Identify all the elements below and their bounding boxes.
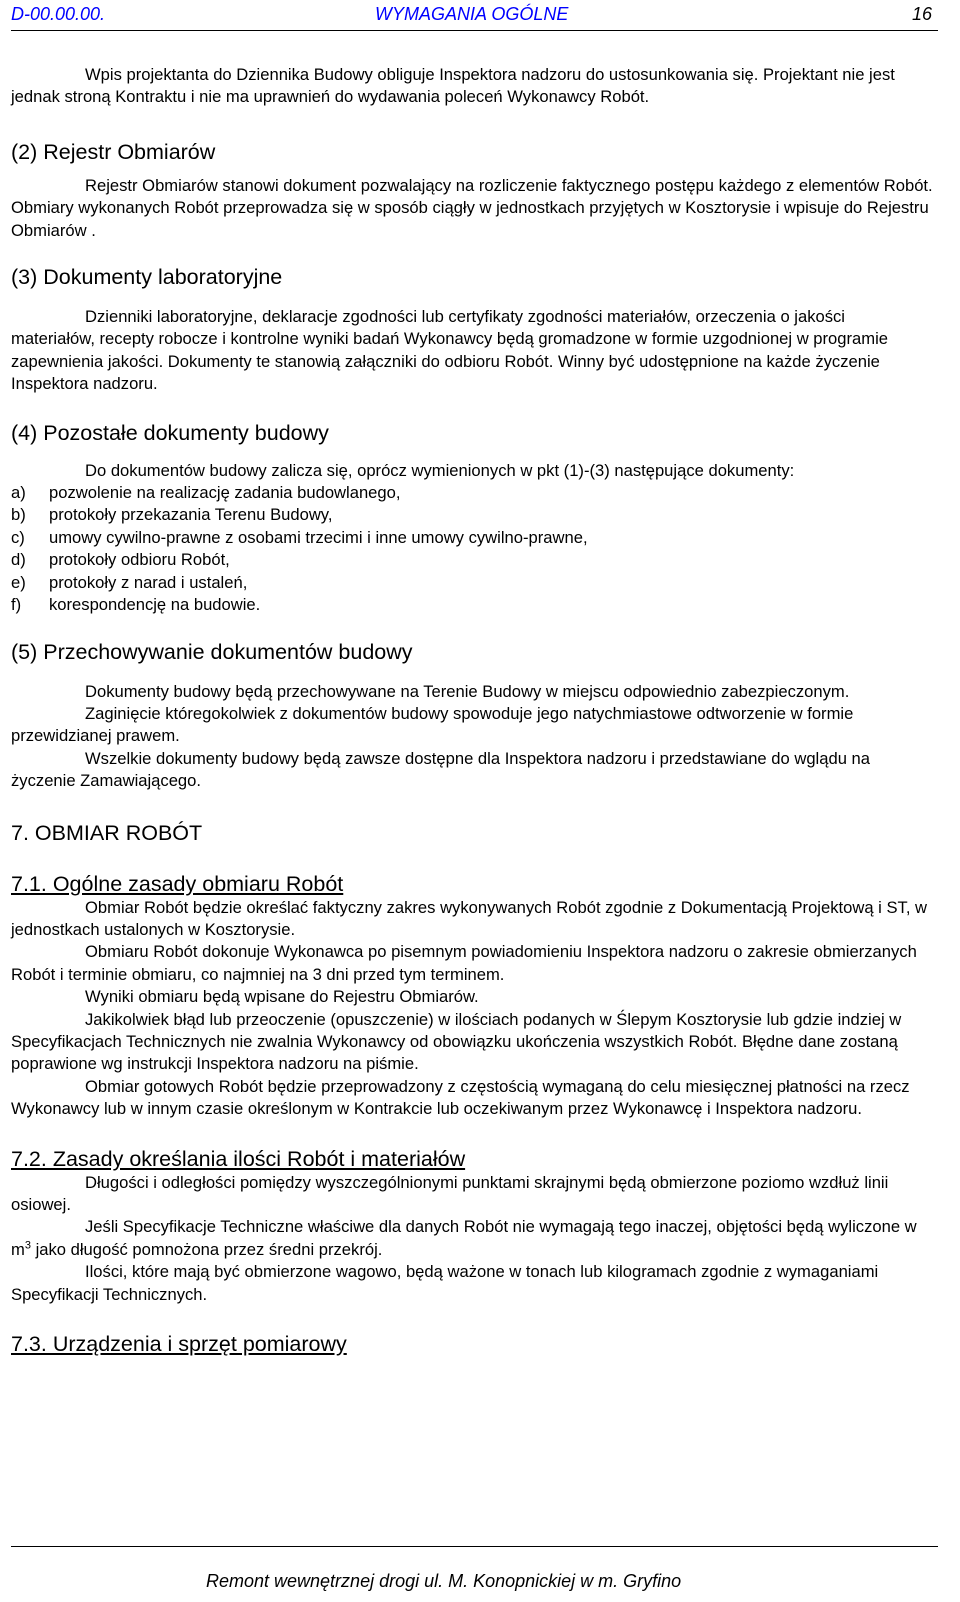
heading-zasady-okreslania: 7.2. Zasady określania ilości Robót i materiałów (11, 1146, 466, 1171)
heading-dokumenty-laboratoryjne: (3) Dokumenty laboratoryjne (11, 265, 283, 290)
paragraph: Jeśli Specyfikacje Techniczne właściwe dla danych Robót nie wymagają tego inaczej, objętości będą wyliczone w $m^3$ jako długość pomnożona przez średni przekrój. (11, 1217, 917, 1259)
page-number: 16 (911, 4, 932, 24)
heading-rejestr-obmiarow: (2) Rejestr Obmiarów (11, 139, 216, 164)
doc-code: D-00.00.00. (11, 4, 106, 24)
paragraph: Obmiar Robót będzie określać faktyczny zakres wykonywanych Robót zgodnie z Dokumentacją Projektową i ST, w jednostkach ustalonych w Kosztorysie. (11, 897, 928, 939)
list-item: b) protokoły przekazania Terenu Budowy, (11, 505, 333, 525)
section-title: WYMAGANIA OGÓLNE (375, 4, 569, 24)
footer-text: Remont wewnętrznej drogi ul. M. Konopnickiej w m. Gryfino (206, 1571, 682, 1591)
heading-przechowywanie: (5) Przechowywanie dokumentów budowy (11, 639, 413, 664)
paragraph: Zaginięcie któregokolwiek z dokumentów budowy spowoduje jego natychmiastowe odtworzenie w formie przewidzianej prawem. (11, 703, 854, 746)
heading-ogolne-zasady: 7.1. Ogólne zasady obmiaru Robót (11, 871, 344, 896)
paragraph: Wszelkie dokumenty budowy będą zawsze dostępne dla Inspektora nadzoru i przedstawiane do wglądu na życzenie Zamawiającego. (11, 748, 870, 791)
page-footer (11, 1546, 938, 1602)
list-item: f) korespondencję na budowie. (11, 595, 261, 615)
paragraph: Rejestr Obmiarów stanowi dokument pozwalający na rozliczenie faktycznego postępu każdego z elementów Robót. Obmiary wykonanych Robót przeprowadza się w sposób ciągły w jednostkach przyjętych w Kosztorysie i wpisuje do Rejestru Obmiarów . (11, 175, 933, 240)
heading-pozostale-dokumenty: (4) Pozostałe dokumenty budowy (11, 420, 329, 445)
heading-urzadzenia: 7.3. Urządzenia i sprzęt pomiarowy (11, 1332, 347, 1357)
paragraph: Ilości, które mają być obmierzone wagowo, będą ważone w tonach lub kilogramach zgodnie z wymaganiami Specyfikacji Technicznych. (11, 1262, 879, 1304)
paragraph: Długości i odległości pomiędzy wyszczególnionymi punktami skrajnymi będą obmierzone poziomo wzdłuż linii osiowej. (11, 1172, 889, 1214)
paragraph: Obmiaru Robót dokonuje Wykonawca po pisemnym powiadomieniu Inspektora nadzoru o zakresie obmierzanych Robót i terminie obmiaru, co najmniej na 3 dni przed tym terminem. (11, 942, 917, 984)
heading-obmiar-robot: 7. OBMIAR ROBÓT (11, 820, 203, 845)
documents-list (11, 482, 933, 616)
list-item: d) protokoły odbioru Robót, (11, 550, 230, 570)
paragraph: Wyniki obmiaru będą wpisane do Rejestru Obmiarów. (85, 987, 479, 1007)
paragraph: Dokumenty budowy będą przechowywane na Terenie Budowy w miejscu odpowiednio zabezpieczonym. (85, 681, 850, 701)
document-body (11, 64, 933, 1357)
paragraph: Wpis projektanta do Dziennika Budowy obliguje Inspektora nadzoru do ustosunkowania się. Projektant nie jest jednak stroną Kontraktu i nie ma uprawnień do wydawania poleceń Wykonawcy Robót. (11, 65, 895, 107)
list-item: a) pozwolenie na realizację zadania budowlanego, (11, 483, 401, 503)
page-header (11, 0, 938, 31)
paragraph: Jakikolwiek błąd lub przeoczenie (opuszczenie) w ilościach podanych w Ślepym Kosztorysie lub gdzie indziej w Specyfikacjach Technicznych nie zwalnia Wykonawcy od obowiązku ukończenia wszystkich Robót. Błędne dane zostaną poprawione wg instrukcji Inspektora nadzoru na piśmie. (11, 1009, 902, 1074)
paragraph: Do dokumentów budowy zalicza się, oprócz wymienionych w pkt (1)-(3) następujące dokumenty: (85, 460, 795, 480)
paragraph: Dzienniki laboratoryjne, deklaracje zgodności lub certyfikaty zgodności materiałów, orzeczenia o jakości materiałów, recepty robocze i kontrolne wyniki badań Wykonawcy będą gromadzone w formie uzgodnionej w programie zapewnienia jakości. Dokumenty te stanowią załączniki do odbioru Robót. Winny być udostępnione na każde życzenie Inspektora nadzoru. (11, 307, 888, 394)
paragraph: Obmiar gotowych Robót będzie przeprowadzony z częstością wymaganą do celu miesięcznej płatności na rzecz Wykonawcy lub w innym czasie określonym w Kontrakcie lub oczekiwanym przez Wykonawcę i Inspektora nadzoru. (11, 1076, 910, 1119)
list-item: c) umowy cywilno-prawne z osobami trzecimi i inne umowy cywilno-prawne, (11, 527, 588, 547)
list-item: e) protokoły z narad i ustaleń, (11, 572, 248, 592)
